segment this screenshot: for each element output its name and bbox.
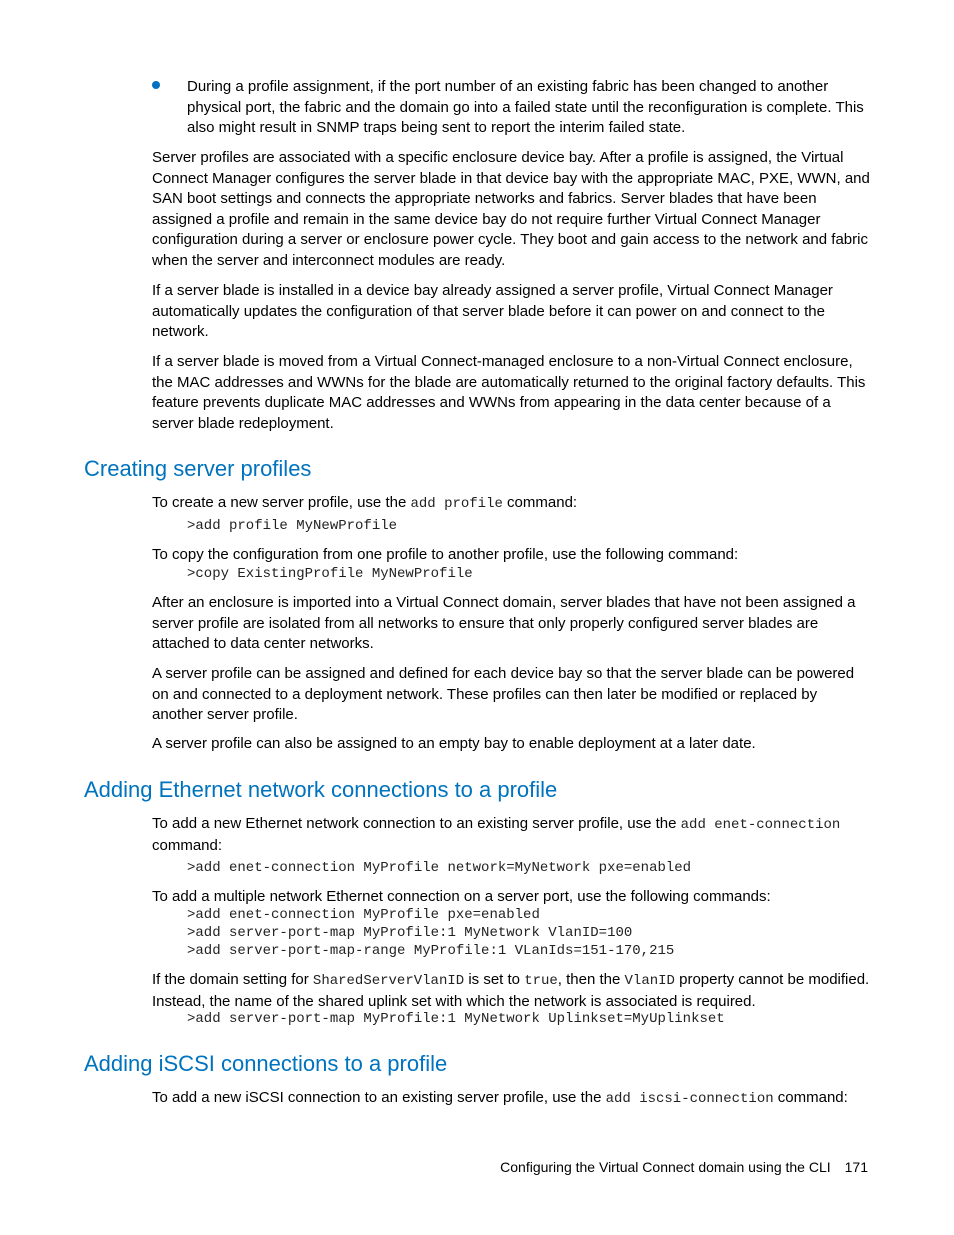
creating-paragraph-5: A server profile can also be assigned to an empty bay to enable deployment at a later date. bbox=[152, 735, 756, 752]
code-line: >add profile MyNewProfile bbox=[187, 518, 398, 534]
footer-title: Configuring the Virtual Connect domain using the CLI bbox=[500, 1159, 831, 1175]
bullet-dot-icon bbox=[152, 81, 160, 89]
inline-code: add profile bbox=[410, 496, 503, 512]
creating-paragraph-4: A server profile can be assigned and defined for each device bay so that the server blade can be powered on and connected to a deployment network. These profiles can then later be modified or replaced by another server profile. bbox=[152, 665, 855, 723]
intro-paragraph-1: Server profiles are associated with a specific enclosure device bay. After a profile is assigned, the Virtual Connect Manager configures the server blade in that device bay with the appropriate MAC, PXE, WWN, and SAN boot settings and connects the appropriate networks and fabrics. Server blades that have been assigned a profile and remain in the same device bay do not require further Virtual Connect Manager configuration during a server or enclosure power cycle. They boot and gain access to the network and fabric when the server and interconnect modules are ready. bbox=[152, 149, 870, 269]
text: To add a new Ethernet network connection to an existing server profile, use the bbox=[152, 815, 681, 832]
bullet-item bbox=[152, 77, 872, 139]
creating-paragraph-1 bbox=[152, 493, 872, 515]
page-footer bbox=[500, 1157, 868, 1178]
text: , then the bbox=[557, 971, 625, 988]
text: command: bbox=[152, 836, 223, 854]
text: To create a new server profile, use the bbox=[152, 494, 411, 511]
iscsi-paragraph-1 bbox=[152, 1088, 872, 1110]
heading-adding-iscsi-connections: Adding iSCSI connections to a profile bbox=[84, 1051, 448, 1076]
inline-code: true bbox=[524, 973, 558, 989]
text: command: bbox=[502, 494, 578, 511]
text: is set to bbox=[464, 971, 525, 988]
inline-code: add iscsi-connection bbox=[605, 1091, 774, 1107]
code-line: >add enet-connection MyProfile pxe=enabled bbox=[187, 907, 540, 923]
text: If the domain setting for bbox=[152, 971, 313, 988]
code-line: >add server-port-map MyProfile:1 MyNetwork VlanID=100 bbox=[187, 925, 633, 941]
inline-code: VlanID bbox=[624, 973, 675, 989]
inline-code: SharedServerVlanID bbox=[312, 973, 465, 989]
text: To add a new iSCSI connection to an existing server profile, use the bbox=[152, 1089, 606, 1106]
code-line: >add server-port-map-range MyProfile:1 VLanIds=151-170,215 bbox=[187, 943, 675, 959]
text: command: bbox=[773, 1089, 848, 1106]
inline-code: add enet-connection bbox=[680, 817, 841, 833]
page-number: 171 bbox=[844, 1159, 868, 1175]
bullet-text: During a profile assignment, if the port number of an existing fabric has been changed to another physical port, the fabric and the domain go into a failed state until the reconfiguration is complete. This also might result in SNMP traps being sent to report the interim failed state. bbox=[187, 78, 864, 136]
ethernet-paragraph-2: To add a multiple network Ethernet connection on a server port, use the following commands: bbox=[152, 888, 771, 905]
text: property cannot be modified. Instead, the name of the shared uplink set with which the network is associated is required. bbox=[152, 971, 870, 1010]
heading-adding-ethernet-connections: Adding Ethernet network connections to a profile bbox=[84, 777, 558, 802]
intro-paragraph-2: If a server blade is installed in a device bay already assigned a server profile, Virtual Connect Manager automatically updates the configuration of that server blade before it can power on and connect to the network. bbox=[152, 282, 833, 340]
heading-creating-server-profiles: Creating server profiles bbox=[84, 456, 312, 481]
intro-paragraph-3: If a server blade is moved from a Virtual Connect-managed enclosure to a non-Virtual Connect enclosure, the MAC addresses and WWNs for the blade are automatically returned to the original factory defaults. This feature prevents duplicate MAC addresses and WWNs from appearing in the data center because of a server blade redeployment. bbox=[152, 353, 866, 432]
creating-paragraph-3: After an enclosure is imported into a Virtual Connect domain, server blades that have not been assigned a server profile are isolated from all networks to ensure that only properly configured server blades are attached to data center networks. bbox=[152, 594, 856, 652]
ethernet-paragraph-1 bbox=[152, 814, 872, 856]
code-line: >add server-port-map MyProfile:1 MyNetwork Uplinkset=MyUplinkset bbox=[187, 1011, 725, 1027]
ethernet-paragraph-3 bbox=[152, 970, 872, 1012]
code-line: >add enet-connection MyProfile network=MyNetwork pxe=enabled bbox=[187, 860, 692, 876]
creating-paragraph-2: To copy the configuration from one profile to another profile, use the following command: bbox=[152, 546, 739, 563]
code-line: >copy ExistingProfile MyNewProfile bbox=[187, 566, 473, 582]
